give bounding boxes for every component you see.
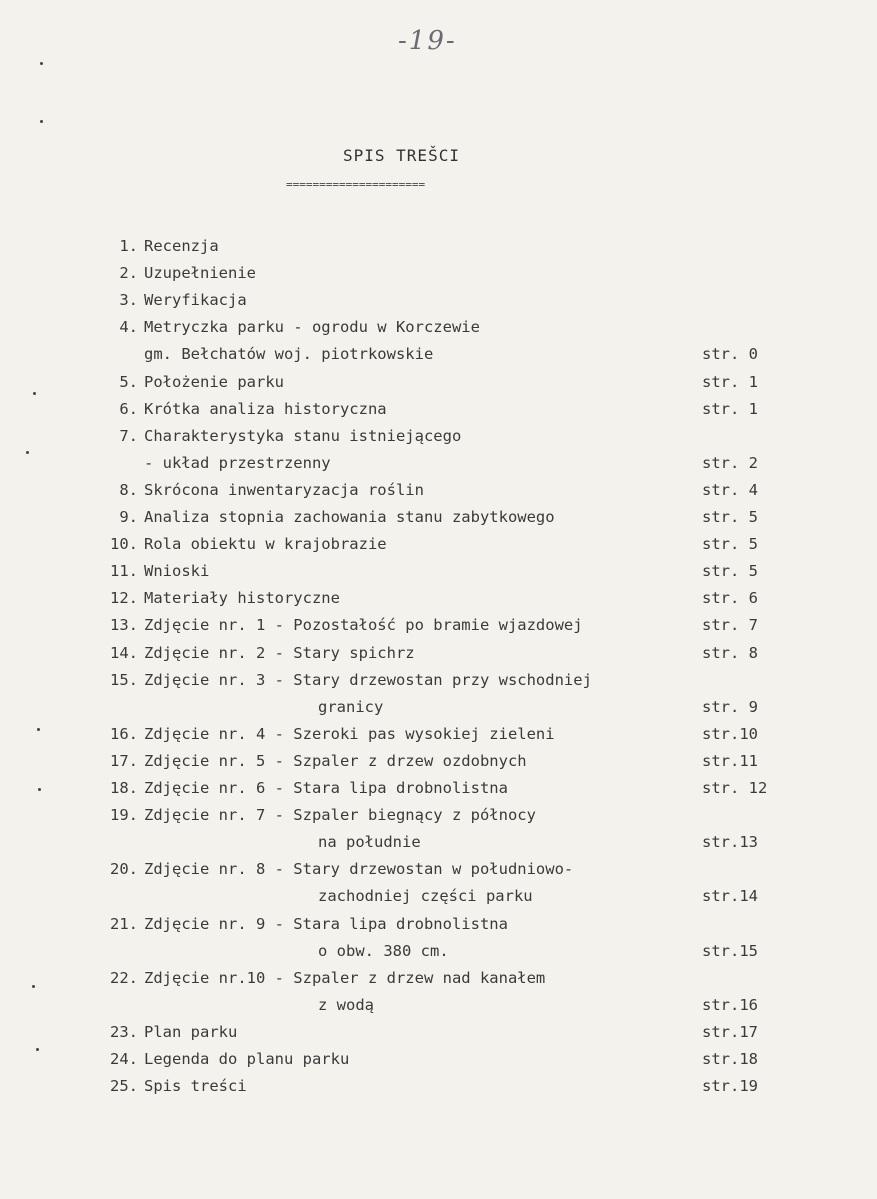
toc-item-number: 1. [119,237,138,255]
toc-item-page: str. 1 [702,399,758,418]
margin-mark [33,392,36,395]
toc-item-text: Zdjęcie nr. 1 - Pozostałość po bramie wjazdowej [144,616,583,635]
toc-line [0,370,877,394]
toc-item-text: Zdjęcie nr. 7 - Szpaler biegnący z północy [144,806,536,825]
toc-line [0,532,877,556]
toc-item-text: Zdjęcie nr. 5 - Szpaler z drzew ozdobnych [144,751,527,770]
toc-item-text: Materiały historyczne [144,589,340,608]
toc-item-text: Uzupełnienie [144,264,256,283]
toc-line [0,315,877,339]
toc-item-text: Krótka analiza historyczna [144,399,387,418]
toc-item-number: 10. [110,535,138,554]
toc-item-page: str.15 [702,941,758,960]
toc-line [0,668,877,692]
toc-item-number: 7. [119,426,138,445]
toc-line [0,397,877,421]
toc-line [0,1020,877,1044]
toc-item-text: Metryczka parku - ogrodu w Korczewie [144,318,480,337]
toc-line [0,451,877,475]
toc-line [0,234,877,258]
toc-item-number: 12. [110,589,138,608]
margin-mark [26,451,29,454]
toc-item-page: str. 0 [702,345,758,364]
toc-item-number: 8. [119,480,138,499]
toc-line [0,559,877,583]
toc-item-number: 5. [119,372,138,391]
toc-item-text: - układ przestrzenny [144,453,331,472]
toc-line [0,613,877,637]
toc-item-page: str. 12 [702,779,768,797]
toc-item-text: Analiza stopnia zachowania stanu zabytkowego [144,508,555,526]
toc-item-number: 2. [119,264,138,283]
toc-line [0,424,877,448]
toc-item-text: Legenda do planu parku [144,1050,350,1068]
toc-item-text: Recenzja [144,237,219,255]
toc-item-text: Skrócona inwentaryzacja roślin [144,480,424,499]
toc-item-text: Zdjęcie nr. 9 - Stara lipa drobnolistna [144,914,508,933]
toc-item-number: 4. [119,318,138,337]
toc-item-text: Weryfikacja [144,291,247,310]
margin-mark [32,985,35,988]
toc-line [0,884,877,908]
toc-item-page: str.16 [702,995,758,1014]
toc-item-text: na południe [318,833,421,852]
toc-line [0,857,877,881]
toc-line [0,1074,877,1098]
toc-item-text: granicy [318,697,384,716]
toc-item-number: 17. [110,751,138,770]
toc-line [0,749,877,773]
toc-item-page: str.10 [702,724,758,743]
toc-line [0,261,877,285]
toc-line [0,939,877,963]
toc-item-number: 24. [110,1050,138,1068]
toc-item-text: o obw. 380 cm. [318,941,449,960]
toc-line [0,966,877,990]
toc-item-number: 23. [110,1022,138,1041]
toc-item-number: 16. [110,724,138,743]
toc-item-number: 14. [110,643,138,662]
toc-item-text: Charakterystyka stanu istniejącego [144,426,462,445]
toc-item-text: Zdjęcie nr. 2 - Stary spichrz [144,643,415,662]
toc-item-text: Zdjęcie nr. 3 - Stary drzewostan przy wschodniej [144,670,592,689]
toc-item-number: 3. [119,291,138,310]
toc-line [0,722,877,746]
toc-line [0,505,877,529]
toc-item-number: 13. [110,616,138,635]
toc-line [0,478,877,502]
toc-item-number: 9. [119,508,138,526]
toc-item-number: 15. [110,670,138,689]
toc-item-text: zachodniej części parku [318,887,533,906]
toc-item-page: str. 1 [702,372,758,391]
toc-line [0,830,877,854]
toc-item-page: str.17 [702,1022,758,1041]
toc-line [0,288,877,312]
toc-line [0,1047,877,1071]
toc-item-page: str. 9 [702,697,758,716]
toc-item-page: str. 6 [702,589,758,608]
toc-item-page: str. 5 [702,535,758,554]
toc-line [0,586,877,610]
toc-item-number: 19. [110,806,138,825]
toc-item-page: str.11 [702,751,758,770]
toc-item-number: 18. [110,779,138,797]
page-title: SPIS TREŠCI [343,146,460,165]
margin-mark [36,1048,39,1051]
toc-item-number: 22. [110,968,138,987]
toc-item-text: Spis treści [144,1077,247,1096]
toc-line [0,803,877,827]
toc-line [0,912,877,936]
toc-item-number: 6. [119,399,138,418]
toc-item-text: gm. Bełchatów woj. piotrkowskie [144,345,434,364]
toc-item-text: Plan parku [144,1022,238,1041]
toc-item-page: str. 4 [702,480,758,499]
toc-line [0,993,877,1017]
toc-line [0,641,877,665]
toc-item-text: z wodą [318,995,374,1014]
toc-item-page: str.14 [702,887,758,906]
toc-item-number: 11. [110,562,138,581]
margin-mark [40,62,43,65]
toc-line [0,695,877,719]
toc-item-page: str.19 [702,1077,758,1096]
toc-item-number: 21. [110,914,138,933]
toc-item-page: str. 5 [702,508,758,526]
toc-item-page: str. 5 [702,562,758,581]
margin-mark [38,788,41,791]
toc-item-text: Zdjęcie nr. 6 - Stara lipa drobnolistna [144,779,508,797]
toc-item-page: str.18 [702,1050,758,1068]
toc-line [0,342,877,366]
toc-item-number: 20. [110,860,138,879]
toc-item-text: Położenie parku [144,372,284,391]
toc-item-text: Wnioski [144,562,210,581]
page-number: -19- [398,26,457,56]
margin-mark [37,728,40,731]
toc-item-text: Zdjęcie nr. 4 - Szeroki pas wysokiej zieleni [144,724,555,743]
toc-item-page: str. 7 [702,616,758,635]
toc-item-page: str.13 [702,833,758,852]
toc-item-text: Rola obiektu w krajobrazie [144,535,387,554]
toc-item-text: Zdjęcie nr.10 - Szpaler z drzew nad kanałem [144,968,546,987]
toc-item-page: str. 2 [702,453,758,472]
margin-mark [40,120,43,123]
toc-item-page: str. 8 [702,643,758,662]
toc-line [0,776,877,800]
title-underline: ===================== [286,178,426,191]
toc-item-number: 25. [110,1077,138,1096]
toc-item-text: Zdjęcie nr. 8 - Stary drzewostan w południowo- [144,860,574,879]
